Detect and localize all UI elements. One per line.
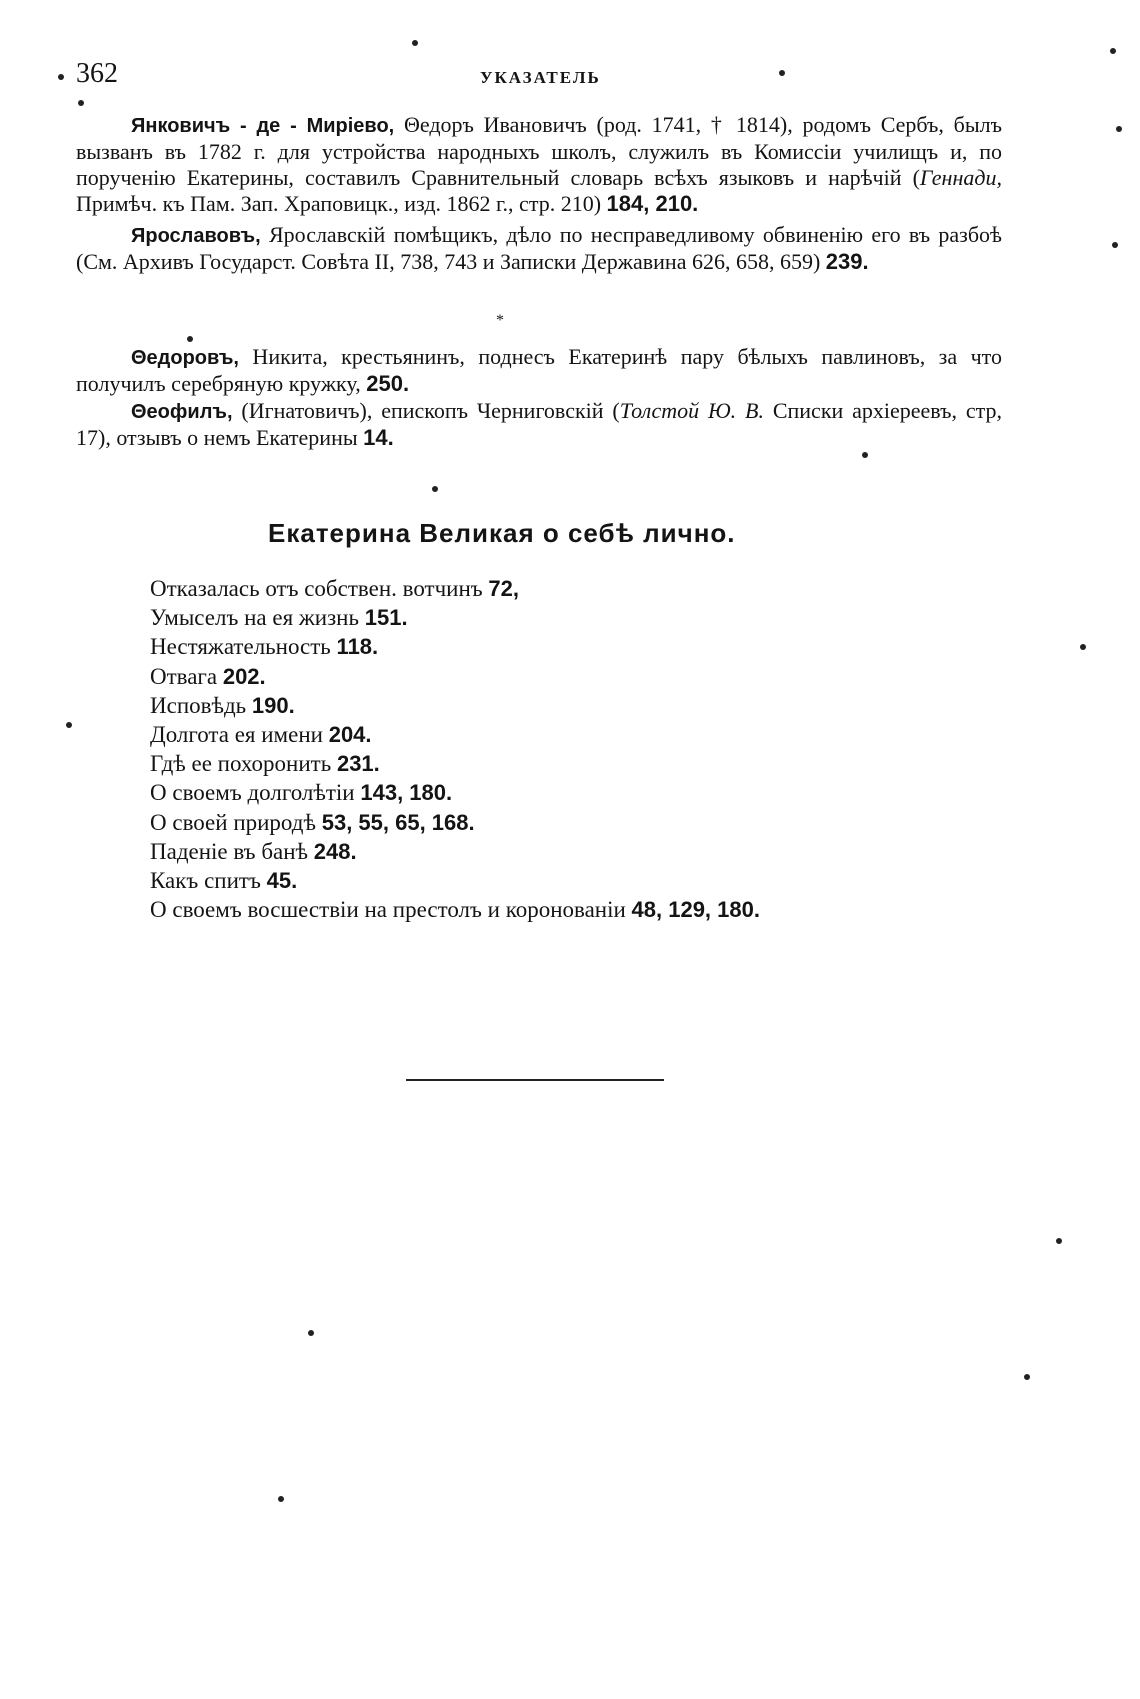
list-item [150,895,760,924]
item-pages: 118. [336,634,379,660]
scan-speck [308,1330,314,1336]
entry-citation: Толстой Ю. В. [619,398,764,423]
list-item [150,866,760,895]
scan-speck [1056,1238,1062,1244]
entry-pages: 14. [363,425,394,450]
list-item [150,808,760,837]
list-item [150,574,760,603]
scan-speck [862,452,868,458]
item-text: Исповѣдь [150,692,252,718]
index-entry-yaroslavov [76,222,1002,275]
entry-text-after: Списки архіереевъ, стр, 17), отзывъ о немъ Екатерины [76,398,1003,450]
scan-speck [1112,242,1118,248]
running-title: УКАЗАТЕЛЬ [480,68,601,87]
scan-speck [779,70,785,76]
scan-speck [78,100,84,106]
item-text: Долгота ея имени [150,722,329,748]
separator-asterisk: * [496,312,504,329]
item-text: Гдѣ ее похоронить [150,751,337,777]
scan-speck [66,722,72,728]
closing-rule [406,1079,664,1081]
item-pages: 72, [488,576,520,601]
scan-speck [1110,48,1116,54]
item-text: О своемъ долголѣтіи [150,780,361,806]
page-number: 362 [76,58,118,89]
item-pages: 248. [313,838,357,864]
item-text: Нестяжательность [150,634,337,660]
scan-speck [187,336,193,342]
index-entry-fedorov [76,344,1002,397]
entry-text: Никита, крестьянинъ, поднесъ Екатеринѣ пару бѣлыхъ павлиновъ, за что получилъ серебряную кружку, [76,344,1002,396]
list-item [150,749,760,778]
entry-text: Θедоръ Ивановичъ (род. 1741, † 1814), родомъ Сербъ, былъ вызванъ въ 1782 г. для устройства народныхъ школъ, служилъ въ Комиссіи училищъ и, по порученію Екатерины, составилъ Сравнительный словарь всѣхъ языковъ и нарѣчій ( [76,112,1002,190]
item-pages: 143, 180. [360,780,453,806]
entry-headword: Янковичъ - де - Миріево, [131,115,395,137]
entry-pages: 184, 210. [606,191,699,216]
item-pages: 204. [328,722,372,748]
item-text: Отвага [150,663,223,689]
scan-speck [1116,126,1122,132]
section-item-list [150,574,760,924]
list-item [150,691,760,720]
item-pages: 231. [336,751,380,777]
list-item [150,662,760,691]
item-pages: 202. [222,663,266,689]
scan-speck [412,40,418,46]
scan-speck [278,1496,284,1502]
list-item [150,778,760,807]
item-pages: 48, 129, 180. [631,897,760,923]
entry-text-after: Примѣч. къ Пам. Зап. Храповицк., изд. 1862 г., стр. 210) [76,191,607,216]
entry-citation: Геннади, [919,165,1002,190]
item-text: Паденіе въ банѣ [150,838,314,864]
item-text: Какъ спитъ [150,868,267,894]
entry-headword: Θедоровъ, [131,347,239,369]
entry-pages: 239. [825,249,869,274]
item-text: Отказалась отъ собствен. вотчинъ [150,576,489,601]
entry-text: Ярославскій помѣщикъ, дѣло по несправедливому обвиненію его въ разбоѣ (См. Архивъ Государст. Совѣта II, 738, 743 и Записки Державина 626, 658, 659) [76,222,1002,274]
scan-speck [58,74,64,80]
list-item [150,603,760,632]
scan-speck [432,486,438,492]
index-entry-feofil [76,398,1002,451]
item-pages: 53, 55, 65, 168. [321,809,475,835]
list-item [150,837,760,866]
item-pages: 190. [251,692,295,718]
list-item [150,632,760,661]
entry-pages: 250. [366,371,410,396]
entry-headword: Θеофилъ, [131,401,233,423]
index-entry-yankovich [76,112,1002,217]
entry-headword: Ярославовъ, [131,225,261,247]
item-text: Умыселъ на ея жизнь [150,605,365,631]
list-item [150,720,760,749]
scan-speck [1080,644,1086,650]
item-text: О своей природѣ [150,809,322,835]
item-pages: 45. [266,868,298,894]
item-text: О своемъ восшествіи на престолъ и коронованіи [150,897,632,923]
item-pages: 151. [364,605,408,631]
scan-speck [1024,1374,1030,1380]
entry-text: (Игнатовичъ), епископъ Черниговскій ( [232,398,620,423]
section-title: Екатерина Великая о себѣ лично. [268,518,736,548]
